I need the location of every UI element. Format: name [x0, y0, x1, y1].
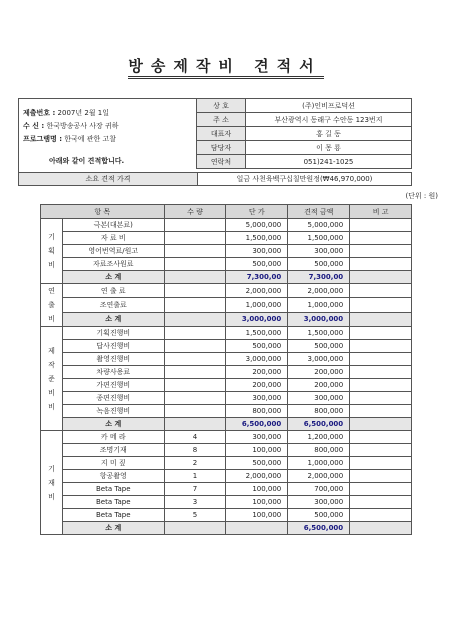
item-qty — [164, 353, 226, 366]
item-amount: 2,000,000 — [288, 284, 350, 298]
item-note — [350, 431, 412, 444]
item-qty — [164, 405, 226, 418]
total-value: 일금 사천육백구십칠만원정(₩46,970,000) — [198, 173, 412, 186]
subtotal-note — [350, 522, 412, 535]
item-name: Beta Tape — [62, 509, 164, 522]
subtotal-note — [350, 418, 412, 431]
program-label: 프로그램명 : — [23, 135, 63, 143]
doc-no-row — [23, 108, 109, 118]
company-row — [197, 155, 412, 169]
item-amount: 300,000 — [288, 245, 350, 258]
subtotal-qty — [164, 418, 226, 431]
header-item: 항 목 — [41, 205, 165, 219]
company-row — [197, 127, 412, 141]
item-price: 200,000 — [226, 366, 288, 379]
item-amount: 1,000,000 — [288, 457, 350, 470]
item-amount: 200,000 — [288, 366, 350, 379]
item-qty: 4 — [164, 431, 226, 444]
item-qty — [164, 327, 226, 340]
subtotal-amount: 7,300,00 — [288, 271, 350, 284]
company-label: 담당자 — [197, 141, 246, 155]
item-qty: 2 — [164, 457, 226, 470]
item-note — [350, 392, 412, 405]
item-name: Beta Tape — [62, 483, 164, 496]
subtotal-price: 3,000,000 — [226, 312, 288, 326]
total-label: 소요 견적 가격 — [19, 173, 198, 186]
table-row — [41, 457, 412, 470]
subtotal-label: 소 계 — [62, 522, 164, 535]
table-row — [41, 470, 412, 483]
item-name: 항공촬영 — [62, 470, 164, 483]
doc-no-label: 제출번호 : — [23, 109, 56, 117]
item-name: 녹음진행비 — [62, 405, 164, 418]
item-name: 기획진행비 — [62, 327, 164, 340]
item-price: 3,000,000 — [226, 353, 288, 366]
unit-label: (단위 : 원) — [405, 192, 438, 200]
item-note — [350, 219, 412, 232]
item-amount: 800,000 — [288, 405, 350, 418]
item-name: Beta Tape — [62, 496, 164, 509]
group-name: 기 획 비 — [41, 219, 63, 284]
subtotal-label: 소 계 — [62, 312, 164, 326]
header-note: 비 고 — [350, 205, 412, 219]
program-value: 한국에 관한 고찰 — [64, 135, 117, 143]
item-qty — [164, 219, 226, 232]
item-amount: 1,500,000 — [288, 232, 350, 245]
item-name: 지 미 짚 — [62, 457, 164, 470]
submission-info — [18, 98, 197, 174]
item-name: 극본(대본료) — [62, 219, 164, 232]
item-qty: 8 — [164, 444, 226, 457]
subtotal-row — [41, 418, 412, 431]
table-row — [41, 327, 412, 340]
item-name: 가편진행비 — [62, 379, 164, 392]
company-table — [196, 98, 412, 169]
header-amount: 견적 금액 — [288, 205, 350, 219]
table-row — [41, 298, 412, 312]
item-note — [350, 405, 412, 418]
item-price: 1,000,000 — [226, 298, 288, 312]
item-name: 촬영진행비 — [62, 353, 164, 366]
item-name: 카 메 라 — [62, 431, 164, 444]
table-row — [41, 340, 412, 353]
subtotal-label: 소 계 — [62, 418, 164, 431]
table-row — [41, 483, 412, 496]
subtotal-note — [350, 312, 412, 326]
company-row — [197, 99, 412, 113]
table-row — [41, 366, 412, 379]
item-name: 차량사용료 — [62, 366, 164, 379]
item-note — [350, 496, 412, 509]
table-row — [41, 245, 412, 258]
item-price: 5,000,000 — [226, 219, 288, 232]
item-note — [350, 232, 412, 245]
item-note — [350, 483, 412, 496]
subtotal-amount: 6,500,000 — [288, 522, 350, 535]
subtotal-row — [41, 522, 412, 535]
item-amount: 700,000 — [288, 483, 350, 496]
program-row — [23, 134, 116, 144]
item-name: 조명기재 — [62, 444, 164, 457]
item-qty: 7 — [164, 483, 226, 496]
company-value: 부산광역시 동래구 수안동 123번지 — [246, 113, 412, 127]
title-underline — [128, 78, 324, 79]
subtotal-row — [41, 312, 412, 326]
item-amount: 800,000 — [288, 444, 350, 457]
item-price: 500,000 — [226, 457, 288, 470]
subtotal-amount: 3,000,000 — [288, 312, 350, 326]
table-row — [41, 258, 412, 271]
subtotal-note — [350, 271, 412, 284]
subtotal-qty — [164, 312, 226, 326]
item-amount: 1,000,000 — [288, 298, 350, 312]
table-row — [41, 284, 412, 298]
table-header-row — [41, 205, 412, 219]
item-price: 300,000 — [226, 392, 288, 405]
item-amount: 3,000,000 — [288, 353, 350, 366]
item-amount: 200,000 — [288, 379, 350, 392]
item-amount: 1,500,000 — [288, 327, 350, 340]
item-price: 2,000,000 — [226, 284, 288, 298]
item-name: 영어번역료/원고 — [62, 245, 164, 258]
group-name: 연 출 비 — [41, 284, 63, 327]
recipient-row — [23, 121, 119, 131]
table-row — [41, 405, 412, 418]
item-amount: 500,000 — [288, 509, 350, 522]
company-value: 이 몽 룡 — [246, 141, 412, 155]
recipient-label: 수 신 : — [23, 122, 45, 130]
item-name: 종편진행비 — [62, 392, 164, 405]
item-amount: 300,000 — [288, 496, 350, 509]
table-row — [41, 431, 412, 444]
item-note — [350, 353, 412, 366]
table-row — [41, 444, 412, 457]
item-price: 2,000,000 — [226, 470, 288, 483]
item-price: 1,500,000 — [226, 327, 288, 340]
table-row — [41, 379, 412, 392]
item-amount: 500,000 — [288, 340, 350, 353]
company-row — [197, 113, 412, 127]
group-name: 기 재 비 — [41, 431, 63, 535]
company-label: 상 호 — [197, 99, 246, 113]
item-name: 자 료 비 — [62, 232, 164, 245]
item-name: 자료조사원료 — [62, 258, 164, 271]
item-amount: 500,000 — [288, 258, 350, 271]
item-amount: 5,000,000 — [288, 219, 350, 232]
item-price: 500,000 — [226, 258, 288, 271]
company-row — [197, 141, 412, 155]
item-qty — [164, 366, 226, 379]
item-note — [350, 444, 412, 457]
subtotal-qty — [164, 271, 226, 284]
item-qty: 1 — [164, 470, 226, 483]
item-price: 800,000 — [226, 405, 288, 418]
subtotal-amount: 6,500,000 — [288, 418, 350, 431]
subtotal-qty — [164, 522, 226, 535]
company-value: (주)인비프로덕션 — [246, 99, 412, 113]
title-underline — [128, 76, 324, 77]
item-qty: 3 — [164, 496, 226, 509]
item-name: 연 출 료 — [62, 284, 164, 298]
item-note — [350, 379, 412, 392]
company-label: 대표자 — [197, 127, 246, 141]
item-qty — [164, 340, 226, 353]
item-price: 200,000 — [226, 379, 288, 392]
company-value: 051)241-1025 — [246, 155, 412, 169]
item-qty — [164, 232, 226, 245]
item-price: 500,000 — [226, 340, 288, 353]
item-price: 100,000 — [226, 509, 288, 522]
estimate-note: 아래와 같이 견적합니다. — [49, 157, 125, 165]
item-price: 100,000 — [226, 483, 288, 496]
item-qty — [164, 379, 226, 392]
item-note — [350, 366, 412, 379]
item-price: 1,500,000 — [226, 232, 288, 245]
item-note — [350, 284, 412, 298]
estimate-table — [40, 204, 412, 535]
company-label: 주 소 — [197, 113, 246, 127]
item-qty — [164, 298, 226, 312]
item-name: 답사진행비 — [62, 340, 164, 353]
company-value: 홍 길 동 — [246, 127, 412, 141]
company-label: 연락처 — [197, 155, 246, 169]
item-qty — [164, 392, 226, 405]
item-amount: 300,000 — [288, 392, 350, 405]
item-qty — [164, 258, 226, 271]
item-note — [350, 298, 412, 312]
item-note — [350, 258, 412, 271]
group-name: 제 작 준 비 비 — [41, 327, 63, 431]
item-note — [350, 327, 412, 340]
item-qty: 5 — [164, 509, 226, 522]
table-row — [41, 509, 412, 522]
doc-no-value: 2007년 2월 1일 — [57, 109, 109, 117]
item-qty — [164, 284, 226, 298]
item-price: 300,000 — [226, 431, 288, 444]
table-row — [41, 353, 412, 366]
item-price: 100,000 — [226, 496, 288, 509]
header-price: 단 가 — [226, 205, 288, 219]
subtotal-price: 6,500,000 — [226, 418, 288, 431]
subtotal-row — [41, 271, 412, 284]
table-row — [41, 496, 412, 509]
item-note — [350, 470, 412, 483]
item-note — [350, 509, 412, 522]
document-title: 방송제작비 견적서 — [128, 57, 322, 75]
table-row — [41, 219, 412, 232]
item-amount: 2,000,000 — [288, 470, 350, 483]
item-price: 300,000 — [226, 245, 288, 258]
table-row — [41, 392, 412, 405]
item-note — [350, 340, 412, 353]
recipient-value: 한국방송공사 사장 귀하 — [46, 122, 119, 130]
subtotal-price: 7,300,00 — [226, 271, 288, 284]
item-qty — [164, 245, 226, 258]
header-qty: 수 량 — [164, 205, 226, 219]
item-note — [350, 245, 412, 258]
subtotal-price — [226, 522, 288, 535]
item-name: 조연출료 — [62, 298, 164, 312]
subtotal-label: 소 계 — [62, 271, 164, 284]
table-row — [41, 232, 412, 245]
item-amount: 1,200,000 — [288, 431, 350, 444]
item-price: 100,000 — [226, 444, 288, 457]
item-note — [350, 457, 412, 470]
total-table — [18, 172, 412, 186]
